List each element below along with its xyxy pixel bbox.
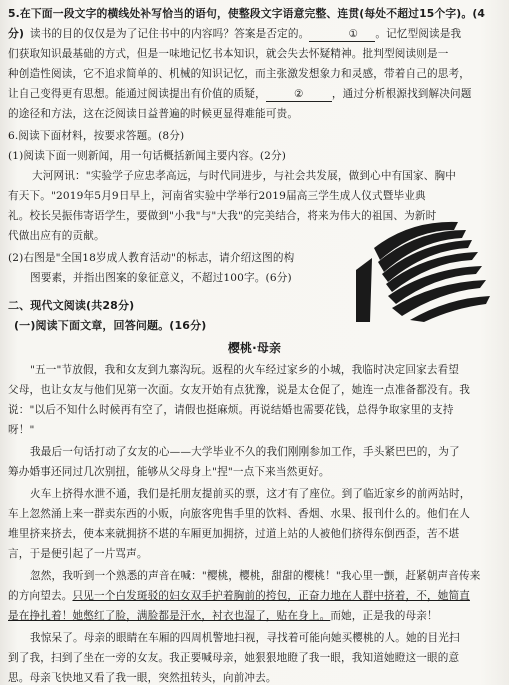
article-title: 樱桃·母亲 xyxy=(227,341,282,355)
q5-line2: 们获取知识最基础的方式，但是一味地记忆书本知识，就会失去怀疑精神。批判型阅读则是一 xyxy=(8,48,449,60)
q5-line1 xyxy=(8,24,501,44)
para-d3 xyxy=(8,606,501,626)
q6-sub2b: 图要素，并指出图案的象征意义，不超过100字。(6分) xyxy=(30,272,292,284)
para-a2: 父母，也让女友与他们见第一次面。女友开始有点犹豫，说是太仓促了，她连一点准备都没有。我 xyxy=(8,384,470,396)
part-1-heading: (一)阅读下面文章，回答问题。(16分) xyxy=(14,319,207,332)
para-a3: 说："以后不知什么时候再有空了，请假也挺麻烦。再说结婚也需要花钱，总得争取家里的支持 xyxy=(8,404,454,416)
para-e1: 我惊呆了。母亲的眼睛在车厢的四周机警地扫视，寻找着可能向她买樱桃的人。她的目光扫 xyxy=(30,632,460,644)
underlined-sentence-cont: 是在挣扎着！她憋红了脸，满脸都是汗水，衬衣也湿了，贴在身上。 xyxy=(8,610,331,622)
q6-title: 6.阅读下面材料，按要求答题。(8分) xyxy=(8,130,185,142)
para-b1: 我最后一句话打动了女友的心——大学毕业不久的我们刚刚参加工作，手头紧巴巴的，为了 xyxy=(30,446,460,458)
para-c4: 言，于是便引起了一片骂声。 xyxy=(8,548,148,560)
para-c2: 车上忽然涌上来一群卖东西的小贩，向旅客兜售手里的饮料、香烟、水果、报刊什么的。他们在人 xyxy=(8,508,470,520)
q5-l1b: 。记忆型阅读是我 xyxy=(375,28,462,40)
para-d3-plain: 而她，正是我的母亲！ xyxy=(330,610,438,622)
news-line4: 代做出应有的贡献。 xyxy=(8,230,105,242)
news-line3: 礼。校长吴振伟寄语学生，要做到"小我"与"大我"的完美结合，将来为伟大的祖国、为新时 xyxy=(8,210,437,222)
q5-title: 5.在下面一段文字的横线处补写恰当的语句，使整段文字语意完整、连贯(每处不超过15个字)。(4分) xyxy=(8,7,486,40)
section-2-heading: 二、现代文阅读(共28分) xyxy=(8,299,135,312)
q6-sub2a: (2)右图是"全国18岁成人教育活动"的标志，请介绍这图的构 xyxy=(8,252,295,264)
q5-l1a: 读书的目的仅仅是为了记住书中的内容吗？答案是否定的。 xyxy=(30,28,310,40)
para-c1: 火车上挤得水泄不通，我们是托朋友提前买的票，这才有了座位。到了临近家乡的前两站时， xyxy=(30,488,471,500)
para-c3: 堆里挤来挤去，使本来就拥挤不堪的车厢更加拥挤，过道上站的人被他们挤得东倒西歪，苦不堪 xyxy=(8,528,460,540)
underlined-sentence: 只见一个白发斑驳的妇女双手护着胸前的挎包，正奋力地在人群中挤着，不，她简直 xyxy=(72,590,470,602)
para-a4: 呀！" xyxy=(8,424,35,436)
para-e2: 到了我，扫到了坐在一旁的女友。我正要喊母亲，她狠狠地瞪了我一眼，我知道她瞪这一眼的意 xyxy=(8,652,460,664)
q5-line5: 的途径和方法，这在泛阅读日益普遍的时候更显得难能可贵。 xyxy=(8,108,299,120)
para-a1: "五一"节放假，我和女友到九寨沟玩。返程的火车经过家乡的小城，我临时决定回家去看望 xyxy=(30,364,460,376)
q5-line4 xyxy=(8,84,501,104)
para-b2: 筹办婚事还同过几次别扭，能够从父母身上"捏"一点下来当然更好。 xyxy=(8,466,330,478)
news-line1: 大河网讯："实验学子应忠孝高远，与时代同进步，与社会共发展，做到心中有国家、胸中 xyxy=(32,170,457,182)
q5-l4b: ，通过分析根源找到解决问题 xyxy=(331,88,472,100)
q6-sub1: (1)阅读下面一则新闻，用一句话概括新闻主要内容。(2分) xyxy=(8,150,287,162)
para-d1: 忽然，我听到一个熟悉的声音在喊："樱桃，樱桃，甜甜的樱桃！"我心里一颤，赶紧朝声音传来 xyxy=(30,570,481,582)
para-d2-plain: 的方向望去。 xyxy=(8,590,73,602)
blank-1[interactable]: ① xyxy=(309,28,375,42)
para-d2 xyxy=(8,586,501,606)
blank-2[interactable]: ② xyxy=(266,88,332,102)
q5-l4a: 让自己变得更有思想。能通过阅读提出有价值的质疑， xyxy=(8,88,266,100)
news-line2: 有天下。"2019年5月9日早上，河南省实验中学举行2019届高三学生成人仪式暨毕业典 xyxy=(8,190,426,202)
para-e3: 思。母亲飞快地又看了我一眼，突然扭转头，向前冲去。 xyxy=(8,672,277,684)
q5-line3: 种创造性阅读，它不追求简单的、机械的知识记忆，而主张激发想象力和灵感，带着自己的思考， xyxy=(8,68,470,80)
